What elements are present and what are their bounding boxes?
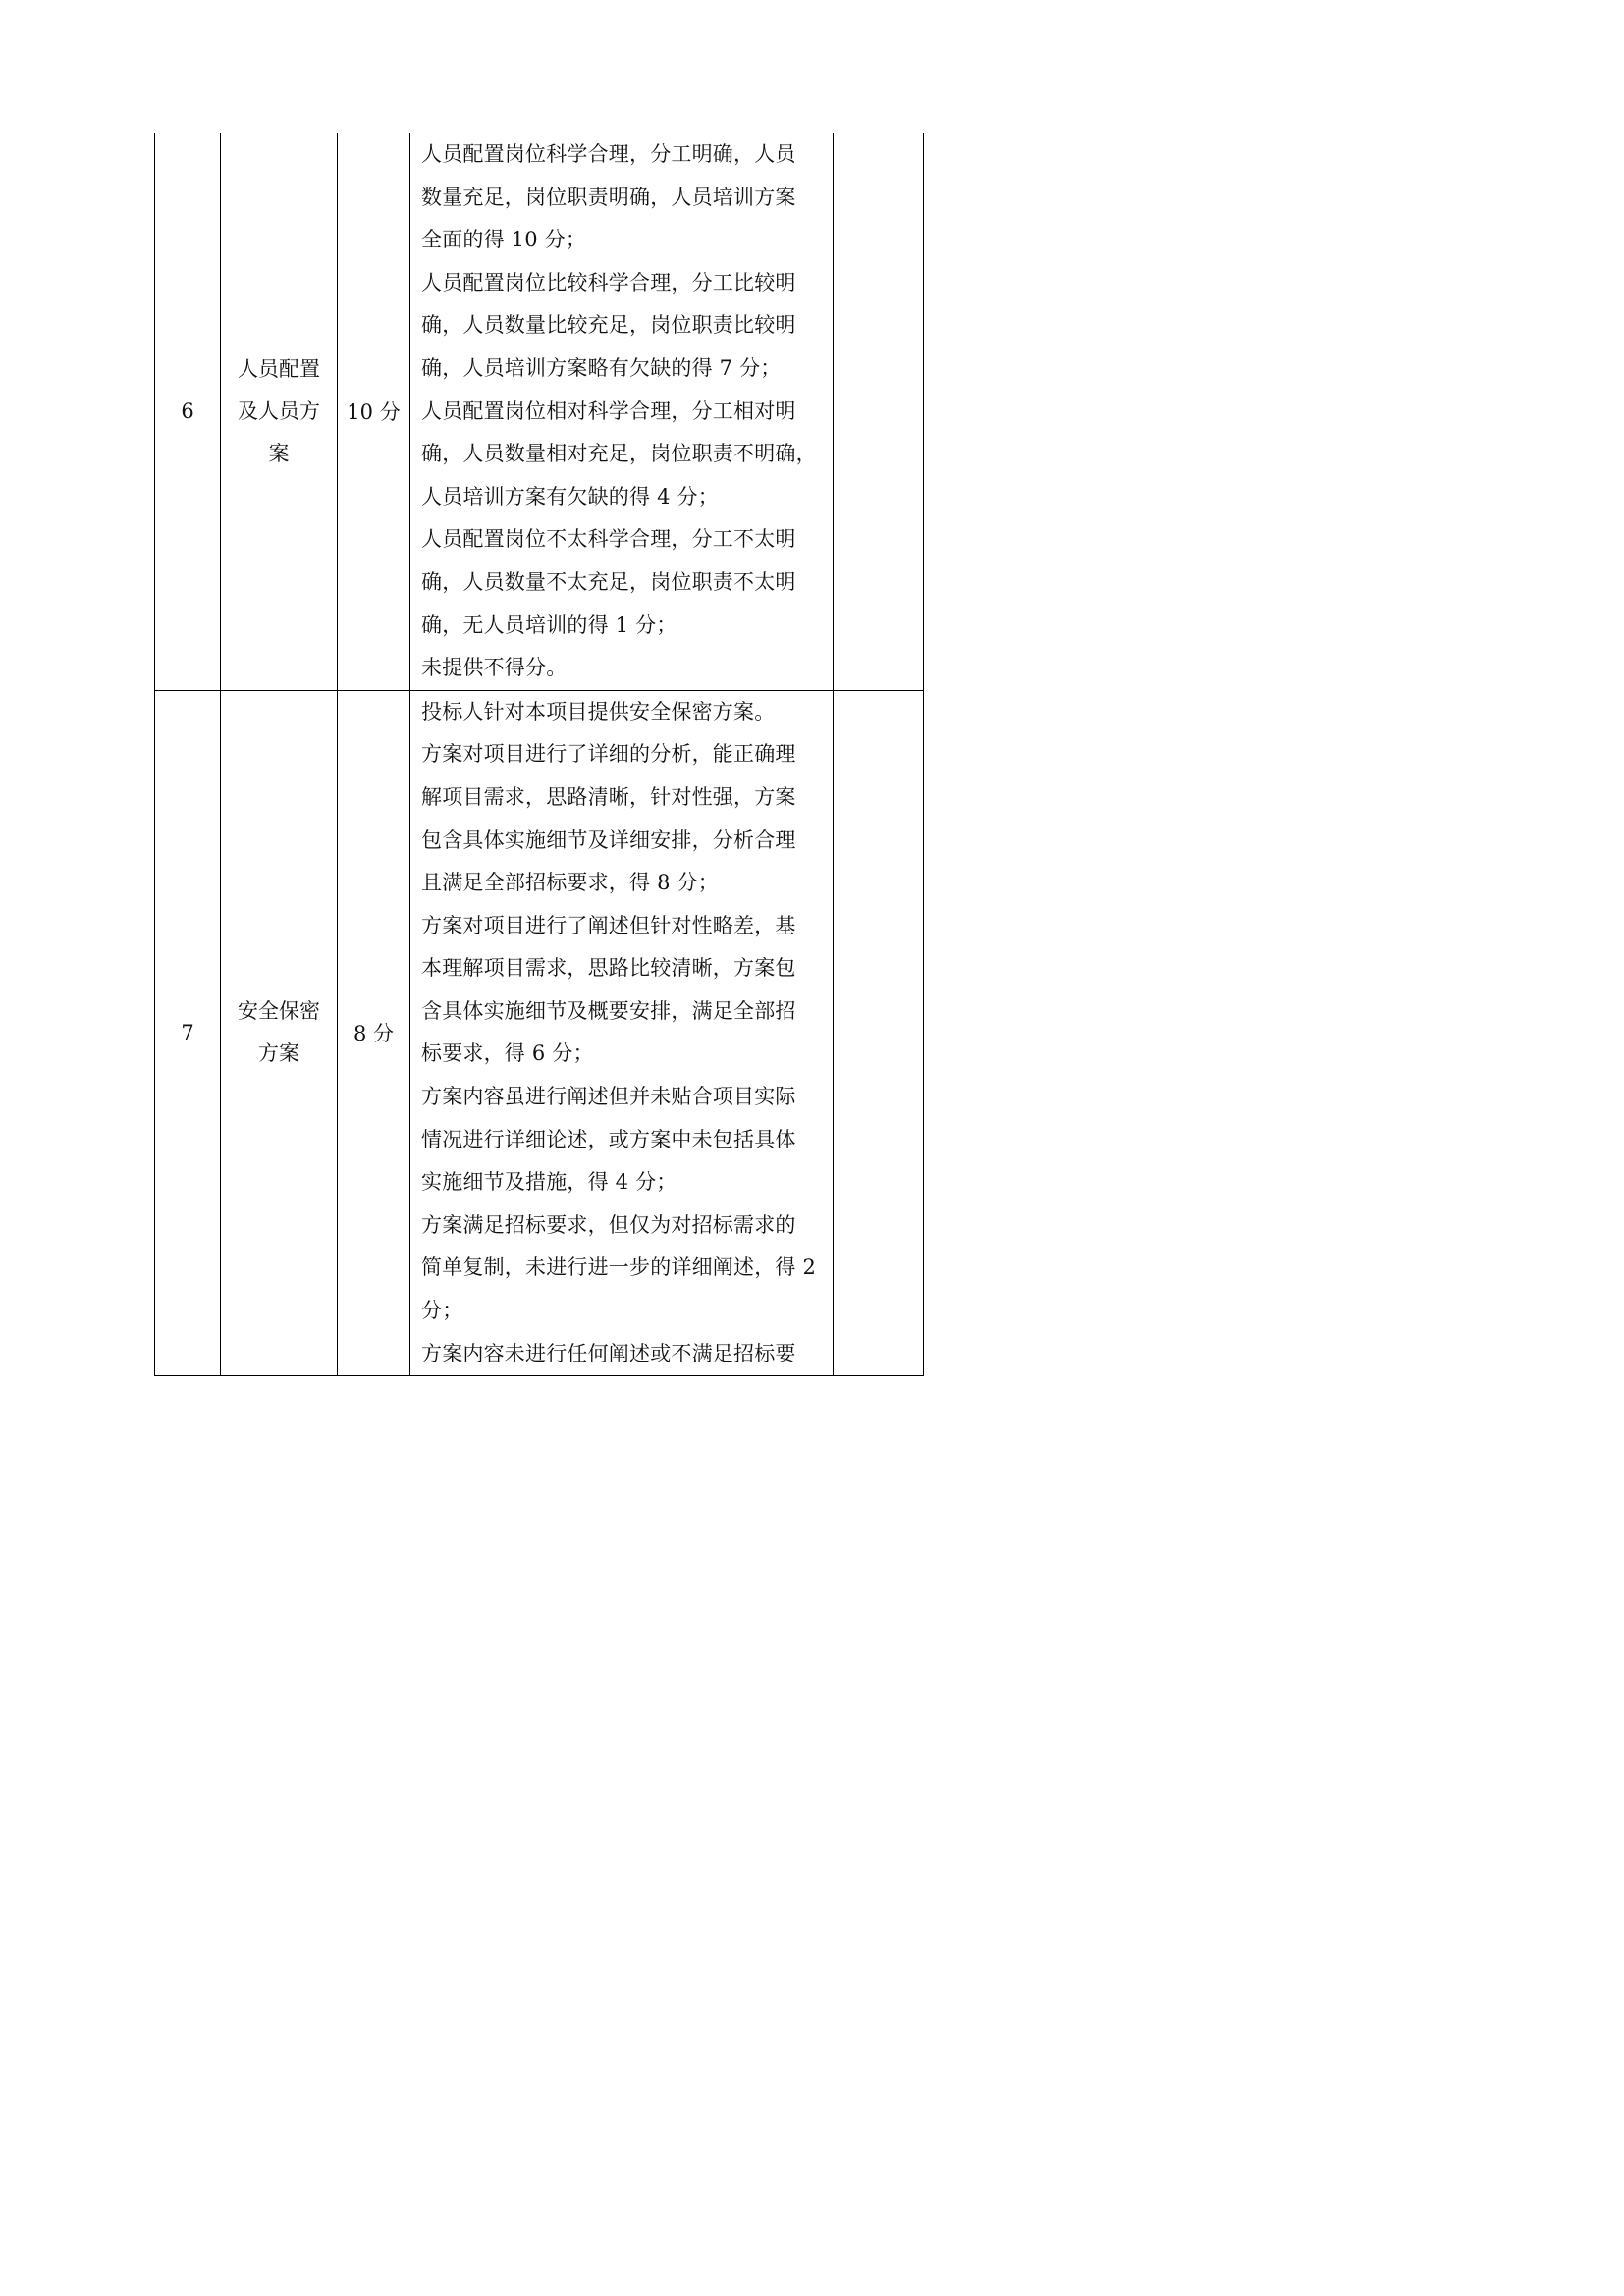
- criteria-line: 确，无人员培训的得 1 分；: [421, 613, 677, 637]
- criteria-line: 确，人员数量不太充足，岗位职责不太明: [421, 569, 796, 594]
- scoring-table: [154, 133, 924, 1376]
- criteria-line: 方案对项目进行了详细的分析，能正确理: [421, 742, 796, 767]
- remark-cell: [834, 133, 924, 691]
- score-value: 10 分: [338, 133, 410, 691]
- criteria-line: 确，人员数量相对充足，岗位职责不明确，: [421, 442, 817, 466]
- score-value: 8 分: [338, 690, 410, 1376]
- criteria-line: 人员培训方案有欠缺的得 4 分；: [421, 484, 719, 508]
- evaluation-item-line: 安全保密: [238, 999, 320, 1024]
- criteria-line: 人员配置岗位科学合理，分工明确，人员: [421, 142, 796, 166]
- criteria-line: 方案满足招标要求，但仅为对招标需求的: [421, 1212, 796, 1237]
- evaluation-item-line: 方案: [258, 1041, 299, 1066]
- scoring-criteria: [410, 690, 834, 1376]
- criteria-line: 分；: [421, 1299, 463, 1323]
- criteria-line: 全面的得 10 分；: [421, 228, 587, 252]
- criteria-line: 人员配置岗位相对科学合理，分工相对明: [421, 399, 796, 423]
- evaluation-item-line: 案: [268, 441, 290, 465]
- criteria-line: 方案内容未进行任何阐述或不满足招标要: [421, 1341, 796, 1365]
- table-row: [155, 690, 924, 1376]
- criteria-line: 简单复制，未进行进一步的详细阐述，得 2: [421, 1255, 817, 1280]
- criteria-line: 人员配置岗位不太科学合理，分工不太明: [421, 527, 796, 552]
- criteria-line: 包含具体实施细节及详细安排，分析合理: [421, 828, 796, 852]
- criteria-line: 含具体实施细节及概要安排，满足全部招: [421, 998, 796, 1023]
- criteria-line: 解项目需求，思路清晰，针对性强，方案: [421, 784, 796, 809]
- row-number: 6: [155, 133, 221, 691]
- evaluation-item: [221, 133, 338, 691]
- criteria-line: 且满足全部招标要求，得 8 分；: [421, 871, 719, 895]
- criteria-line: 确，人员培训方案略有欠缺的得 7 分；: [421, 355, 782, 380]
- criteria-line: 数量充足，岗位职责明确，人员培训方案: [421, 185, 796, 209]
- evaluation-item-line: 人员配置: [238, 356, 320, 381]
- criteria-line: 方案对项目进行了阐述但针对性略差，基: [421, 913, 796, 937]
- row-number: 7: [155, 690, 221, 1376]
- evaluation-item: [221, 690, 338, 1376]
- criteria-line: 人员配置岗位比较科学合理，分工比较明: [421, 270, 796, 294]
- evaluation-item-line: 及人员方: [238, 399, 320, 423]
- criteria-line: 标要求，得 6 分；: [421, 1041, 594, 1066]
- criteria-line: 确，人员数量比较充足，岗位职责比较明: [421, 313, 796, 338]
- scoring-criteria: [410, 133, 834, 691]
- criteria-line: 方案内容虽进行阐述但并未贴合项目实际: [421, 1085, 796, 1109]
- criteria-line: 投标人针对本项目提供安全保密方案。: [421, 699, 776, 723]
- criteria-line: 本理解项目需求，思路比较清晰，方案包: [421, 956, 796, 981]
- criteria-line: 未提供不得分。: [421, 656, 568, 680]
- criteria-line: 实施细节及措施，得 4 分；: [421, 1170, 677, 1195]
- table-row: [155, 133, 924, 691]
- criteria-line: 情况进行详细论述，或方案中未包括具体: [421, 1127, 796, 1151]
- remark-cell: [834, 690, 924, 1376]
